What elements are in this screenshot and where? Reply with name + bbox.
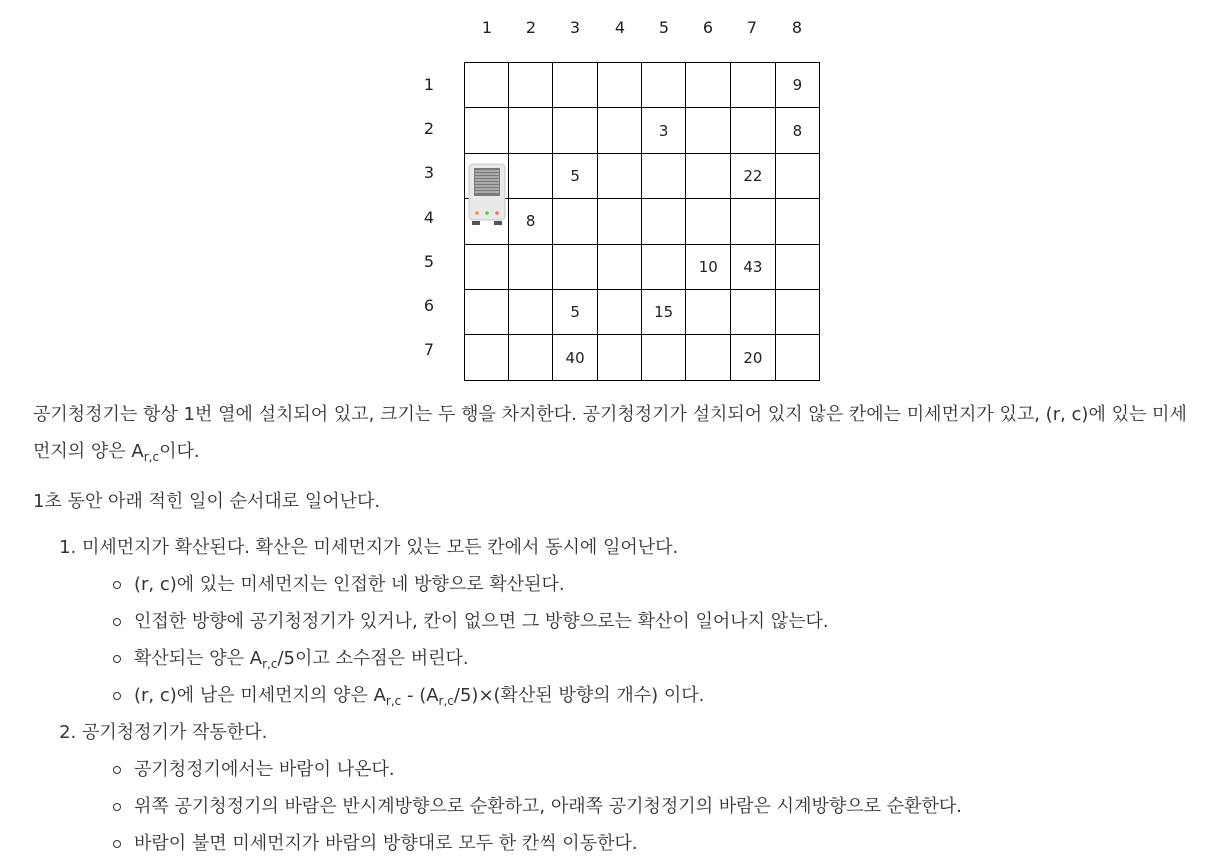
grid-cell [641, 153, 686, 198]
grid-row [465, 244, 820, 289]
list-item: 인접한 방향에 공기청정기가 있거나, 칸이 없으면 그 방향으로는 확산이 일어나지 않는다. [134, 603, 1203, 640]
grid-cell [597, 63, 641, 108]
grid-cell [465, 108, 509, 153]
grid-row [465, 63, 820, 108]
step-list [33, 529, 1203, 862]
list-item: 바람이 불면 미세먼지가 바람의 방향대로 모두 한 칸씩 이동한다. [134, 825, 1203, 862]
grid-row [465, 199, 820, 244]
list-item: 공기청정기에서는 바람이 나온다. [134, 751, 1203, 788]
grid-cell [509, 289, 553, 334]
grid-cell [686, 153, 731, 198]
row-label: 3 [423, 163, 435, 182]
grid-cell: 5 [553, 153, 598, 198]
grid-row [465, 108, 820, 153]
grid-cell [597, 335, 641, 380]
problem-description [33, 396, 1203, 862]
grid-cell: 8 [509, 199, 553, 244]
step-purifier: 2. 공기청정기가 작동한다. 공기청정기에서는 바람이 나온다. 위쪽 공기청정기의 바람은 반시계방향으로 순환하고, 아래쪽 공기청정기의 바람은 시계방향으로 순환한다. 바람이 불면 미세먼지가 바람의 방향대로 모두 한 칸씩 이동한다. [82, 714, 1203, 862]
grid-cell [509, 108, 553, 153]
row-label: 4 [423, 208, 435, 227]
grid-cell [597, 244, 641, 289]
grid-cell [775, 153, 819, 198]
row-label: 1 [423, 75, 435, 94]
grid-row [465, 335, 820, 380]
grid-cell [686, 199, 731, 244]
grid-row [465, 289, 820, 334]
paragraph-purifier-info: 공기청정기는 항상 1번 열에 설치되어 있고, 크기는 두 행을 차지한다. 공기청정기가 설치되어 있지 않은 칸에는 미세먼지가 있고, (r, c)에 있는 미세먼지의 양은 $A_{r,c}$이다. [33, 404, 1187, 464]
column-label: 6 [702, 18, 714, 37]
grid-cell [509, 244, 553, 289]
column-label: 7 [746, 18, 758, 37]
grid-cell: 20 [731, 335, 776, 380]
grid-cell [597, 153, 641, 198]
column-label: 4 [614, 18, 626, 37]
grid-cell [509, 335, 553, 380]
row-label: 7 [423, 340, 435, 359]
grid-cell: 43 [731, 244, 776, 289]
list-item: (r, c)에 남은 미세먼지의 양은 $A_{r,c} - (A_{r,c}/5)\times$(확산된 방향의 개수) 이다. [134, 677, 1203, 714]
grid-cell [553, 63, 598, 108]
purifier-rules [82, 751, 1203, 862]
grid-cell [731, 199, 776, 244]
grid-cell [686, 289, 731, 334]
grid-cell [731, 289, 776, 334]
grid-cell [641, 63, 686, 108]
grid-cell [597, 108, 641, 153]
grid-cell [553, 244, 598, 289]
grid-cell [641, 335, 686, 380]
step-diffusion: 1. 미세먼지가 확산된다. 확산은 미세먼지가 있는 모든 칸에서 동시에 일어난다. (r, c)에 있는 미세먼지는 인접한 네 방향으로 확산된다. 인접한 방향에 공기청정기가 있거나, 칸이 없으면 그 방향으로는 확산이 일어나지 않는다. 확산되는 양은 $A_{r,c}/5$이고 소수점은 버린다. (r, c)에 남은 미세먼지의 양은 $A_{r,c} - (A_{r,c}/5)\times$(확산된 방향의 개수) 이다. [82, 529, 1203, 714]
list-item: 위쪽 공기청정기의 바람은 반시계방향으로 순환하고, 아래쪽 공기청정기의 바람은 시계방향으로 순환한다. [134, 788, 1203, 825]
paragraph-sequence: 1초 동안 아래 적힌 일이 순서대로 일어난다. [33, 491, 381, 512]
grid-cell [553, 108, 598, 153]
grid-cell: 10 [686, 244, 731, 289]
grid-cell [775, 289, 819, 334]
grid-cell [641, 199, 686, 244]
grid-cell: 3 [641, 108, 686, 153]
grid-cell [686, 108, 731, 153]
air-purifier-icon [466, 163, 508, 229]
grid-cell [509, 153, 553, 198]
dust-grid [464, 62, 820, 381]
grid-cell: 15 [641, 289, 686, 334]
column-label: 2 [525, 18, 537, 37]
grid-cell: 8 [775, 108, 819, 153]
column-label: 3 [569, 18, 581, 37]
grid-cell [641, 244, 686, 289]
grid-cell [775, 244, 819, 289]
grid-cell [465, 244, 509, 289]
list-item: 확산되는 양은 $A_{r,c}/5$이고 소수점은 버린다. [134, 640, 1203, 677]
grid-cell [465, 289, 509, 334]
grid-cell [465, 63, 509, 108]
column-label: 1 [481, 18, 493, 37]
grid-cell [465, 335, 509, 380]
grid-cell: 9 [775, 63, 819, 108]
grid-cell [731, 108, 776, 153]
grid-cell [597, 199, 641, 244]
list-item: (r, c)에 있는 미세먼지는 인접한 네 방향으로 확산된다. [134, 566, 1203, 603]
grid-cell [731, 63, 776, 108]
grid-cell [597, 289, 641, 334]
grid-cell: 5 [553, 289, 598, 334]
column-label: 8 [791, 18, 803, 37]
diffusion-rules [82, 566, 1203, 714]
row-label: 5 [423, 252, 435, 271]
row-label: 2 [423, 119, 435, 138]
grid-cell [553, 199, 598, 244]
grid-cell [509, 63, 553, 108]
grid-cell [775, 335, 819, 380]
grid-cell [686, 63, 731, 108]
grid-cell [686, 335, 731, 380]
grid-cell [775, 199, 819, 244]
grid-row [465, 153, 820, 198]
grid-figure [0, 0, 1230, 380]
grid-cell: 40 [553, 335, 598, 380]
column-label: 5 [658, 18, 670, 37]
grid-cell: 22 [731, 153, 776, 198]
row-label: 6 [423, 296, 435, 315]
